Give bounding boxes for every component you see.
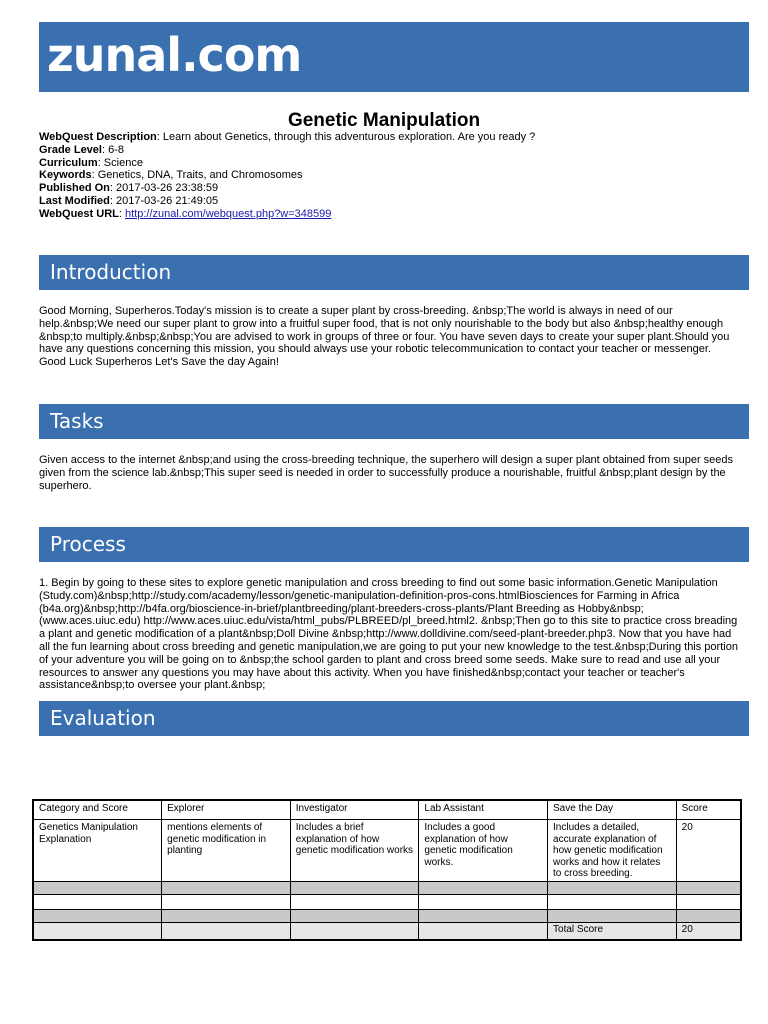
process-heading: Process xyxy=(50,532,126,556)
modified-value: : 2017-03-26 21:49:05 xyxy=(109,194,219,207)
total-score-label: Total Score xyxy=(548,922,677,940)
url-row xyxy=(39,208,535,221)
rubric-total-row xyxy=(33,922,741,940)
grade-row xyxy=(39,144,535,157)
rubric-header-cell: Category and Score xyxy=(33,800,162,820)
rubric-header-cell: Score xyxy=(676,800,741,820)
introduction-text: Good Morning, Superheros.Today's mission is to create a super plant by cross-breeding. &nbsp;The world is always in need of our help.&nbsp;We need our super plant to grow into a fruitful super food, that is not only nourishable to the body but also &nbsp;healthy enough &nbsp;to multiply.&nbsp;&nbsp;You are advised to work in groups of three or four. You have seven days to create your super plant.Should you have any questions concerning this mission, you should always use your robotic telecommunication to contact your teacher or messenger. Good Luck Superheros Let's Save the day Again! xyxy=(39,305,730,369)
published-value: : 2017-03-26 23:38:59 xyxy=(109,182,219,195)
evaluation-rubric-table xyxy=(32,799,742,941)
page-title: Genetic Manipulation xyxy=(287,110,481,131)
tasks-heading-bar xyxy=(39,404,749,439)
rubric-cell: Includes a detailed, accurate explanation of how genetic modification works and how it relates to cross breeding. xyxy=(548,820,677,882)
description-label: WebQuest Description xyxy=(39,131,157,143)
modified-row xyxy=(39,195,535,208)
rubric-header-cell: Lab Assistant xyxy=(419,800,548,820)
modified-label: Last Modified xyxy=(39,194,110,207)
rubric-cell: Includes a brief explanation of how genetic modification works xyxy=(290,820,419,882)
rubric-header-row xyxy=(33,800,741,820)
evaluation-heading-bar xyxy=(39,701,749,736)
rubric-row xyxy=(33,820,741,882)
rubric-empty-row xyxy=(33,881,741,894)
keywords-label: Keywords xyxy=(39,169,92,182)
rubric-cell: Genetics Manipulation Explanation xyxy=(33,820,162,882)
tasks-heading: Tasks xyxy=(50,409,104,433)
total-score-value: 20 xyxy=(676,922,741,940)
webquest-metadata xyxy=(39,131,535,221)
keywords-row xyxy=(39,169,535,182)
tasks-text: Given access to the internet &nbsp;and using the cross-breeding technique, the superhero will design a super plant obtained from super seeds given from the science lab.&nbsp;This super seed is needed in order to successfully produce a nourishable, fruitful &nbsp;plant design by the superhero. xyxy=(39,454,734,492)
site-logo[interactable]: zunal.com xyxy=(47,28,302,82)
webquest-url-link[interactable]: http://zunal.com/webquest.php?w=348599 xyxy=(124,207,332,220)
published-label: Published On xyxy=(39,182,110,195)
curriculum-value: : Science xyxy=(97,156,143,169)
rubric-header-cell: Save the Day xyxy=(548,800,677,820)
rubric-cell: Includes a good explanation of how genetic modification works. xyxy=(419,820,548,882)
site-banner xyxy=(39,22,749,92)
rubric-empty-row xyxy=(33,894,741,909)
process-text: 1. Begin by going to these sites to explore genetic manipulation and cross breeding to find out some basic information.Genetic Manipulation (Study.com)&nbsp;http://study.com/academy/lesson/genetic-manipulation-definition-pros-cons.htmlBiosciences for Farming in Africa (b4a.org)&nbsp;http://b4fa.org/bioscience-in-brief/plantbreeding/plant-breeders-cross-plants/Plant Breeding as Hobby&nbsp;(www.aces.uiuc.edu) http://www.aces.uiuc.edu/vista/html_pubs/PLBREED/pl_breed.html2. &nbsp;Then go to this site to practice cross breading a plant and genetic modification of a plant&nbsp;Doll Divine &nbsp;http://www.dolldivine.com/seed-plant-breeder.php3. Now that you have had all the fun learning about cross breeding and genetic manipulation,we are going to put your new knowledge to the test.&nbsp;During this portion of your adventure you will be going on to &nbsp;the school garden to plant and cross breed some seeds. Make sure to read and use all your resources to answer any questions you may have about this activity. When you have finished&nbsp;contact your teacher or teacher's assistance&nbsp;to oversee your plant.&nbsp; xyxy=(39,577,738,692)
grade-value: : 6-8 xyxy=(101,143,124,156)
description-value: : Learn about Genetics, through this adventurous exploration. Are you ready ? xyxy=(156,131,536,143)
rubric-cell: mentions elements of genetic modification in planting xyxy=(162,820,291,882)
rubric-header-cell: Investigator xyxy=(290,800,419,820)
keywords-value: : Genetics, DNA, Traits, and Chromosomes xyxy=(91,169,303,182)
introduction-heading: Introduction xyxy=(50,260,172,284)
url-separator: : xyxy=(118,207,125,220)
curriculum-label: Curriculum xyxy=(39,156,98,169)
grade-label: Grade Level xyxy=(39,143,102,156)
rubric-header-cell: Explorer xyxy=(162,800,291,820)
rubric-empty-row xyxy=(33,909,741,922)
published-row xyxy=(39,182,535,195)
description-row xyxy=(39,131,535,144)
introduction-heading-bar xyxy=(39,255,749,290)
curriculum-row xyxy=(39,157,535,170)
evaluation-heading: Evaluation xyxy=(50,706,156,730)
url-label: WebQuest URL xyxy=(39,207,119,220)
process-heading-bar xyxy=(39,527,749,562)
rubric-cell: 20 xyxy=(676,820,741,882)
